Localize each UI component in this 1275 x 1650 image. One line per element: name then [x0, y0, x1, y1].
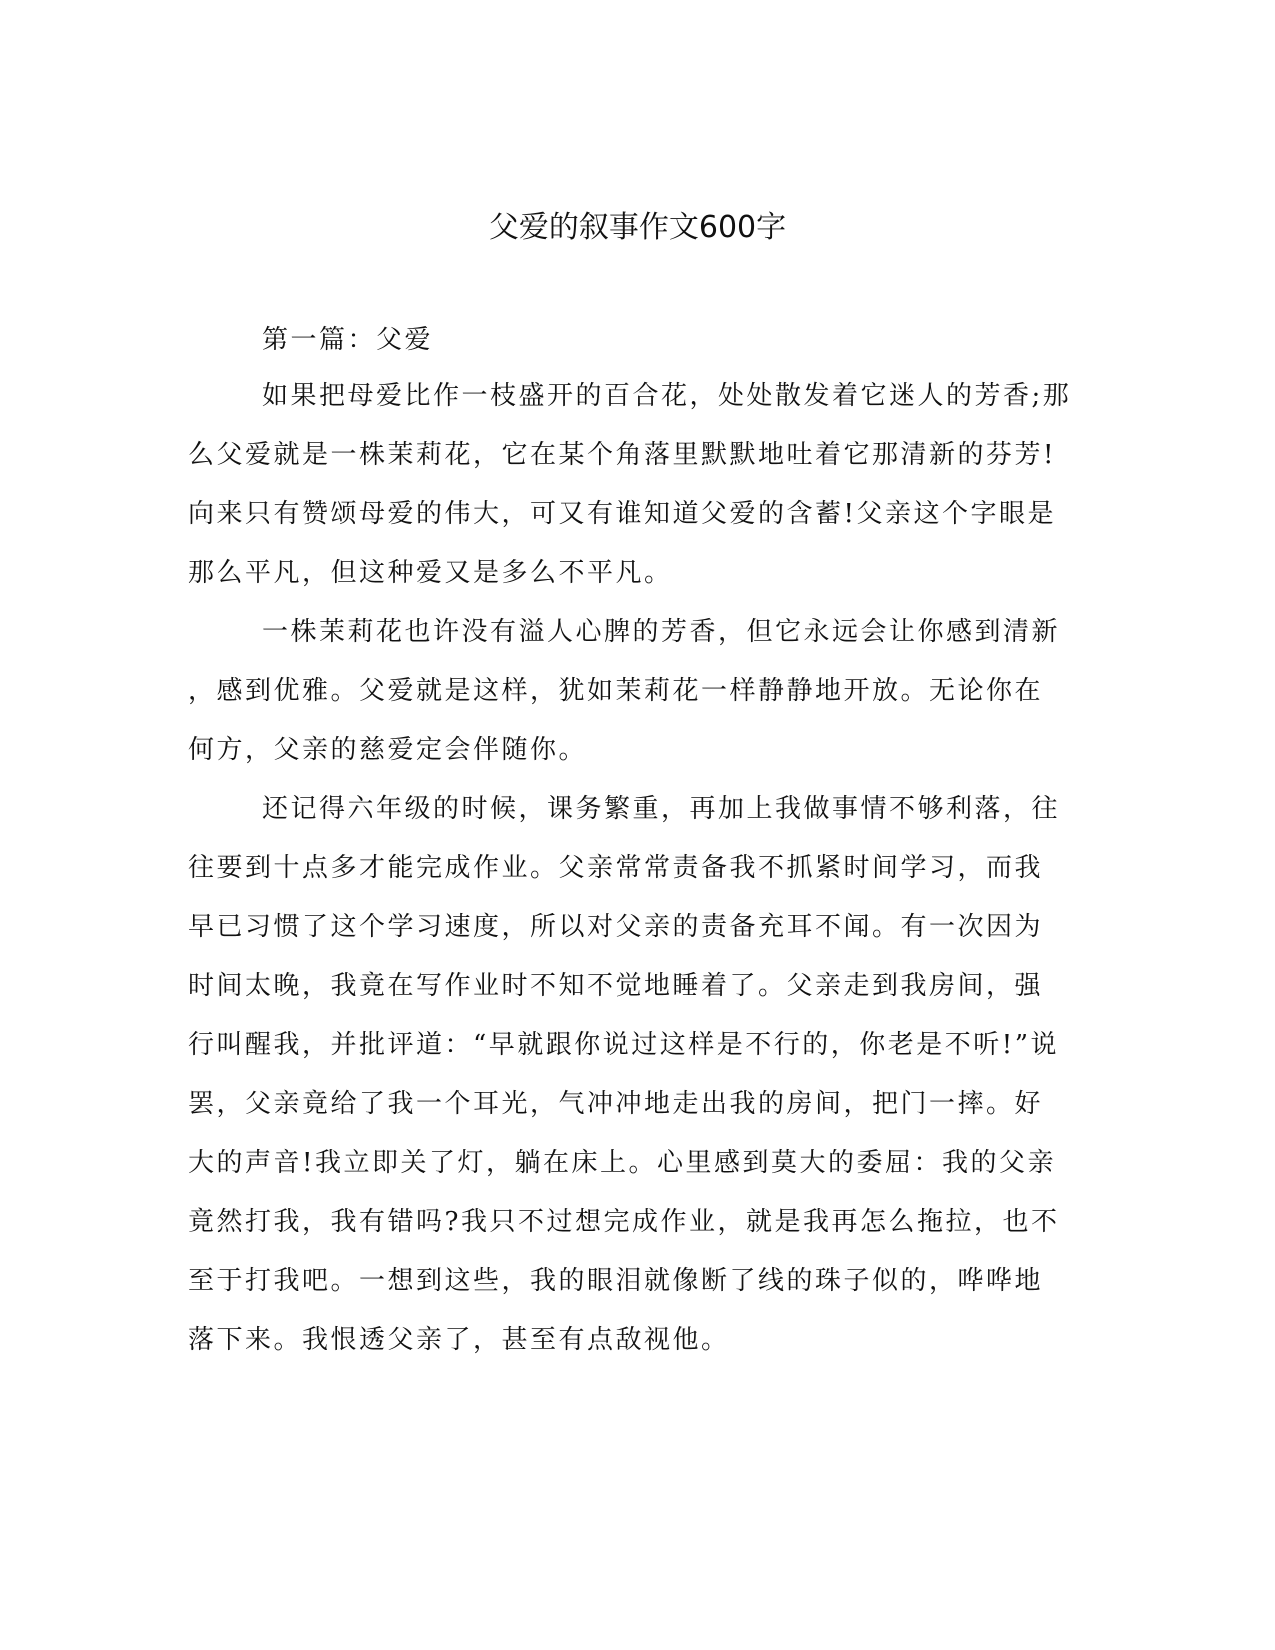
paragraph-line: 么父爱就是一株茉莉花，它在某个角落里默默地吐着它那清新的芬芳!: [188, 440, 1056, 470]
paragraph-line: 竟然打我，我有错吗?我只不过想完成作业，就是我再怎么拖拉，也不: [188, 1207, 1060, 1237]
paragraph-line: 如果把母爱比作一枝盛开的百合花，处处散发着它迷人的芳香;那: [262, 381, 1072, 411]
paragraph-line: 向来只有赞颂母爱的伟大，可又有谁知道父爱的含蓄!父亲这个字眼是: [188, 499, 1056, 529]
paragraph-line: 时间太晚，我竟在写作业时不知不觉地睡着了。父亲走到我房间，强: [188, 971, 1044, 1001]
paragraph-line: 一株茉莉花也许没有溢人心脾的芳香，但它永远会让你感到清新: [262, 617, 1061, 647]
paragraph-line: 落下来。我恨透父亲了，甚至有点敌视他。: [188, 1325, 730, 1355]
paragraph-line: 行叫醒我，并批评道：“早就跟你说过这样是不行的，你老是不听!”说: [188, 1030, 1060, 1060]
paragraph-line: 早已习惯了这个学习速度，所以对父亲的责备充耳不闻。有一次因为: [188, 912, 1044, 942]
paragraph-line: ，感到优雅。父爱就是这样，犹如茉莉花一样静静地开放。无论你在: [188, 676, 1044, 706]
paragraph-line: 罢，父亲竟给了我一个耳光，气冲冲地走出我的房间，把门一摔。好: [188, 1089, 1044, 1119]
paragraph-line: 往要到十点多才能完成作业。父亲常常责备我不抓紧时间学习，而我: [188, 853, 1044, 883]
paragraph-line: 大的声音!我立即关了灯，躺在床上。心里感到莫大的委屈：我的父亲: [188, 1148, 1056, 1178]
document-title: 父爱的叙事作文600字: [488, 210, 787, 245]
paragraph-line: 至于打我吧。一想到这些，我的眼泪就像断了线的珠子似的，哗哗地: [188, 1266, 1044, 1296]
paragraph-line: 何方，父亲的慈爱定会伴随你。: [188, 735, 588, 765]
section-heading: 第一篇：父爱: [262, 325, 434, 355]
paragraph-line: 还记得六年级的时候，课务繁重，再加上我做事情不够利落，往: [262, 794, 1061, 824]
paragraph-line: 那么平凡，但这种爱又是多么不平凡。: [188, 558, 673, 588]
